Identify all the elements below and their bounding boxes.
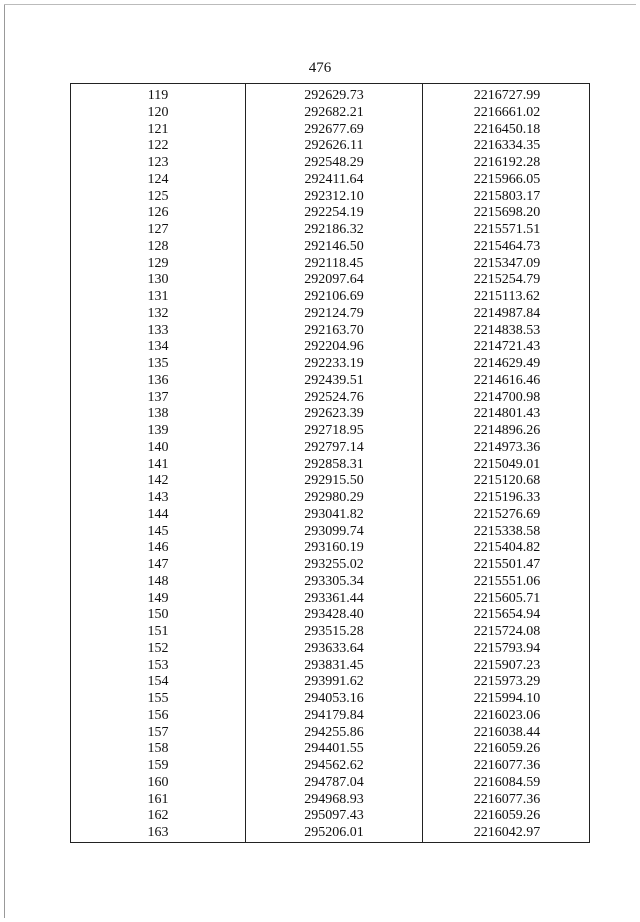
y-coordinate-cell: 2215501.47 — [473, 557, 541, 572]
point-number-cell: 142 — [147, 473, 169, 489]
x-coordinate-cell: 292312.10 — [304, 188, 364, 204]
point-number-cell: 159 — [147, 758, 169, 773]
x-coordinate-cell: 292629.73 — [304, 88, 364, 103]
x-coordinate-cell: 292204.96 — [304, 339, 364, 355]
y-coordinate-cell: 2215120.68 — [473, 473, 541, 489]
x-coordinate-cell: 292124.79 — [304, 305, 364, 321]
y-coordinate-cell: 2215276.69 — [473, 506, 541, 522]
x-coordinate-cell: 292524.76 — [304, 389, 364, 405]
x-coordinate-cell: 292106.69 — [304, 289, 364, 304]
point-number-cell: 132 — [147, 305, 169, 321]
table-row — [71, 256, 589, 273]
table-row — [71, 323, 589, 340]
point-number-cell: 136 — [147, 372, 169, 388]
y-coordinate-cell: 2215113.62 — [474, 289, 540, 304]
y-coordinate-cell: 2214896.26 — [473, 423, 541, 438]
point-number-cell: 131 — [147, 289, 169, 304]
point-number-cell: 146 — [147, 540, 169, 556]
point-number-cell: 148 — [147, 573, 169, 589]
y-coordinate-cell: 2215404.82 — [473, 540, 541, 556]
y-coordinate-cell: 2214629.49 — [473, 356, 541, 371]
table-row — [71, 674, 589, 691]
table-row — [71, 524, 589, 541]
point-number-cell: 144 — [147, 506, 169, 522]
table-row — [71, 607, 589, 624]
table-row — [71, 440, 589, 457]
y-coordinate-cell: 2215803.17 — [473, 188, 541, 204]
page-edge-left — [4, 4, 5, 918]
table-row — [71, 172, 589, 189]
x-coordinate-cell: 292439.51 — [304, 372, 364, 388]
y-coordinate-cell: 2214616.46 — [473, 372, 541, 388]
table-row — [71, 105, 589, 122]
point-number-cell: 155 — [147, 691, 169, 706]
point-number-cell: 147 — [147, 557, 169, 572]
point-number-cell: 157 — [147, 724, 169, 740]
x-coordinate-cell: 292254.19 — [304, 205, 364, 221]
y-coordinate-cell: 2216042.97 — [473, 825, 541, 840]
table-row — [71, 88, 589, 105]
table-row — [71, 490, 589, 507]
point-number-cell: 137 — [147, 389, 169, 405]
x-coordinate-cell: 292411.64 — [304, 171, 364, 187]
x-coordinate-cell: 294255.86 — [304, 724, 364, 740]
y-coordinate-cell: 2214700.98 — [473, 389, 541, 405]
x-coordinate-cell: 293361.44 — [304, 590, 364, 606]
y-coordinate-cell: 2215338.58 — [473, 523, 541, 539]
y-coordinate-cell: 2215793.94 — [473, 640, 541, 656]
table-row — [71, 239, 589, 256]
y-coordinate-cell: 2216727.99 — [473, 88, 541, 103]
point-number-cell: 145 — [147, 523, 169, 539]
y-coordinate-cell: 2216077.36 — [473, 758, 541, 773]
point-number-cell: 129 — [147, 255, 169, 271]
x-coordinate-cell: 292548.29 — [304, 155, 364, 170]
point-number-cell: 119 — [147, 88, 169, 103]
point-number-cell: 134 — [147, 339, 169, 355]
x-coordinate-cell: 293428.40 — [304, 607, 364, 623]
point-number-cell: 156 — [147, 707, 169, 723]
point-number-cell: 141 — [147, 456, 169, 472]
x-coordinate-cell: 293305.34 — [304, 573, 364, 589]
table-row — [71, 373, 589, 390]
point-number-cell: 125 — [147, 188, 169, 204]
x-coordinate-cell: 293991.62 — [304, 674, 364, 690]
y-coordinate-cell: 2216334.35 — [473, 138, 541, 154]
point-number-cell: 162 — [147, 808, 169, 824]
table-row — [71, 658, 589, 675]
table-row — [71, 306, 589, 323]
y-coordinate-cell: 2215464.73 — [473, 238, 541, 254]
y-coordinate-cell: 2214801.43 — [473, 406, 541, 422]
table-row — [71, 122, 589, 139]
y-coordinate-cell: 2216023.06 — [473, 707, 541, 723]
y-coordinate-cell: 2215605.71 — [473, 590, 541, 606]
table-row — [71, 725, 589, 742]
x-coordinate-cell: 292626.11 — [304, 138, 364, 154]
point-number-cell: 158 — [147, 741, 169, 757]
x-coordinate-cell: 294401.55 — [304, 741, 364, 757]
table-row — [71, 222, 589, 239]
y-coordinate-cell: 2215654.94 — [473, 607, 541, 623]
x-coordinate-cell: 292858.31 — [304, 456, 364, 472]
table-row — [71, 792, 589, 809]
table-row — [71, 641, 589, 658]
y-coordinate-cell: 2215973.29 — [473, 674, 541, 690]
y-coordinate-cell: 2215698.20 — [473, 205, 541, 221]
table-row — [71, 390, 589, 407]
x-coordinate-cell: 293515.28 — [304, 624, 364, 639]
table-row — [71, 406, 589, 423]
y-coordinate-cell: 2214973.36 — [473, 439, 541, 455]
y-coordinate-cell: 2215724.08 — [473, 624, 541, 639]
point-number-cell: 127 — [147, 222, 169, 237]
x-coordinate-cell: 293255.02 — [304, 557, 364, 572]
point-number-cell: 163 — [147, 825, 169, 840]
x-coordinate-cell: 292915.50 — [304, 473, 364, 489]
table-row — [71, 272, 589, 289]
table-row — [71, 457, 589, 474]
x-coordinate-cell: 292980.29 — [304, 490, 364, 505]
page-number: 476 — [308, 60, 332, 76]
point-number-cell: 138 — [147, 406, 169, 422]
x-coordinate-cell: 292186.32 — [304, 222, 364, 237]
table-row — [71, 741, 589, 758]
table-row — [71, 138, 589, 155]
y-coordinate-cell: 2216059.26 — [473, 741, 541, 757]
x-coordinate-cell: 292682.21 — [304, 104, 364, 120]
y-coordinate-cell: 2215966.05 — [473, 171, 541, 187]
x-coordinate-cell: 294562.62 — [304, 758, 364, 773]
point-number-cell: 161 — [147, 791, 169, 807]
point-number-cell: 149 — [147, 590, 169, 606]
y-coordinate-cell: 2216661.02 — [473, 104, 541, 120]
y-coordinate-cell: 2216084.59 — [473, 774, 541, 790]
x-coordinate-cell: 294968.93 — [304, 791, 364, 807]
table-row — [71, 825, 589, 842]
x-coordinate-cell: 292623.39 — [304, 406, 364, 422]
table-row — [71, 289, 589, 306]
table-row — [71, 507, 589, 524]
x-coordinate-cell: 294179.84 — [304, 707, 364, 723]
y-coordinate-cell: 2216059.26 — [473, 808, 541, 824]
y-coordinate-cell: 2215551.06 — [473, 573, 541, 589]
x-coordinate-cell: 294053.16 — [304, 691, 364, 706]
coordinate-table — [70, 83, 590, 843]
point-number-cell: 133 — [147, 322, 169, 338]
x-coordinate-cell: 292118.45 — [304, 255, 364, 271]
y-coordinate-cell: 2216192.28 — [473, 155, 541, 170]
point-number-cell: 121 — [147, 121, 169, 137]
table-row — [71, 591, 589, 608]
x-coordinate-cell: 293831.45 — [304, 657, 364, 673]
x-coordinate-cell: 292797.14 — [304, 439, 364, 455]
y-coordinate-cell: 2215907.23 — [473, 657, 541, 673]
point-number-cell: 122 — [147, 138, 169, 154]
table-row — [71, 473, 589, 490]
table-row — [71, 155, 589, 172]
x-coordinate-cell: 292146.50 — [304, 238, 364, 254]
x-coordinate-cell: 293633.64 — [304, 640, 364, 656]
table-row — [71, 574, 589, 591]
table-row — [71, 205, 589, 222]
table-row — [71, 708, 589, 725]
x-coordinate-cell: 293099.74 — [304, 523, 364, 539]
x-coordinate-cell: 292163.70 — [304, 322, 364, 338]
x-coordinate-cell: 293041.82 — [304, 506, 364, 522]
x-coordinate-cell: 293160.19 — [304, 540, 364, 556]
y-coordinate-cell: 2215347.09 — [473, 255, 541, 271]
page-edge-top — [4, 4, 636, 5]
y-coordinate-cell: 2214721.43 — [473, 339, 541, 355]
table-row — [71, 758, 589, 775]
point-number-cell: 130 — [147, 272, 169, 288]
y-coordinate-cell: 2214987.84 — [473, 305, 541, 321]
x-coordinate-cell: 292677.69 — [304, 121, 364, 137]
point-number-cell: 139 — [147, 423, 169, 438]
table-row — [71, 339, 589, 356]
point-number-cell: 151 — [147, 624, 169, 639]
point-number-cell: 120 — [147, 104, 169, 120]
y-coordinate-cell: 2216038.44 — [473, 724, 541, 740]
point-number-cell: 160 — [147, 774, 169, 790]
y-coordinate-cell: 2215571.51 — [473, 222, 541, 237]
x-coordinate-cell: 294787.04 — [304, 774, 364, 790]
y-coordinate-cell: 2215994.10 — [473, 691, 541, 706]
point-number-cell: 143 — [147, 490, 169, 505]
y-coordinate-cell: 2216450.18 — [473, 121, 541, 137]
point-number-cell: 140 — [147, 439, 169, 455]
x-coordinate-cell: 295097.43 — [304, 808, 364, 824]
point-number-cell: 154 — [147, 674, 169, 690]
table-row — [71, 624, 589, 641]
y-coordinate-cell: 2214838.53 — [473, 322, 541, 338]
table-row — [71, 423, 589, 440]
point-number-cell: 150 — [147, 607, 169, 623]
y-coordinate-cell: 2216077.36 — [473, 791, 541, 807]
table-row — [71, 540, 589, 557]
table-row — [71, 808, 589, 825]
table-row — [71, 356, 589, 373]
point-number-cell: 153 — [147, 657, 169, 673]
point-number-cell: 135 — [147, 356, 169, 371]
x-coordinate-cell: 292718.95 — [304, 423, 364, 438]
x-coordinate-cell: 292097.64 — [304, 272, 364, 288]
point-number-cell: 124 — [147, 171, 169, 187]
x-coordinate-cell: 292233.19 — [304, 356, 364, 371]
x-coordinate-cell: 295206.01 — [304, 825, 364, 840]
point-number-cell: 152 — [147, 640, 169, 656]
table-body — [71, 88, 589, 842]
table-row — [71, 189, 589, 206]
table-row — [71, 557, 589, 574]
point-number-cell: 128 — [147, 238, 169, 254]
y-coordinate-cell: 2215254.79 — [473, 272, 541, 288]
point-number-cell: 123 — [147, 155, 169, 170]
y-coordinate-cell: 2215196.33 — [473, 490, 541, 505]
table-row — [71, 691, 589, 708]
point-number-cell: 126 — [147, 205, 169, 221]
table-row — [71, 775, 589, 792]
y-coordinate-cell: 2215049.01 — [473, 456, 541, 472]
